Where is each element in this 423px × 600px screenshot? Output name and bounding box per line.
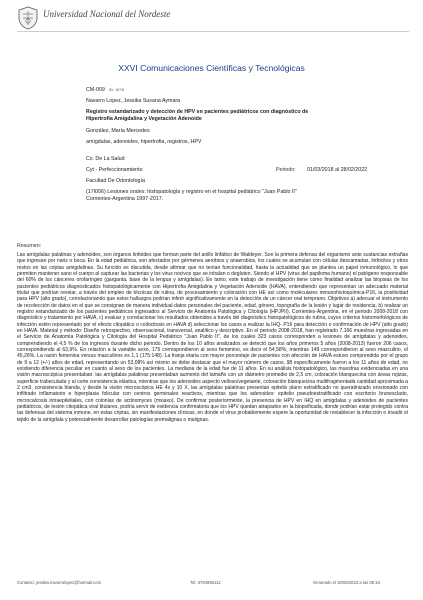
university-crest-icon bbox=[17, 6, 39, 30]
resumen-text: Las amígdalas palatinas y adenoides, son órganos linfoides que forman parte del anillo linfático de Waldeyer. Son la primera defensa del organismo ante sustancias extrañas que ingresan por nariz o boca. En la edad pediátrica, son afectados por gérmenes aerobios y anaerobios, los cuales se acumulan con células descamadas, linfocitos y otros restos en las criptas amigdalinas. Su función es discutida, desde afirmar que no tenían funcionalidad, hasta la actualidad que se plantea un papel inmunológico, lo que permiten mantener sano el cuerpo al capturar las bacterias y los virus nocivos que se inhalan o degluten. Siendo el HPV (virus del papiloma humano) el patógeno responsable del 60% de los cánceres orofaríngeo (garganta, base de la lengua y amígdalas). En tanto, este trabajo de investigación tiene como finalidad analizar las biopsias de los pacientes pediátricos diagnosticados histopatológicamente con Hipertrofia Amigdalina y Vegetación Adenoide (HAVA), entendiendo que representan un adecuado material titular que podrían revelar, a través del empleo de técnicas de rutina, de procesamiento y coloración con HE así como moléculares inmunohistoquímica-P16, la positividad para HPV (alto grado), correlacionando que estos hallazgos podrían inferir significativamente en la detección de un cáncer oral temprano. Objetivos a) adecuar el instrumento de recolección de datos en el que se consignan de manera individual datos personales del paciente, edad, género, topografía de la lesión y lugar de residencia, b) realizar un registro estandarizado de los pacientes pediátricos ingresados al Servicio de Anatomía Patológica y Citología (HPJPII), Corrientes-Argentina, en el periodo 2008-2018 con diagnóstico y tratamiento por HAVA, c) evaluar y correlacionar los resultados obtenidos a través del diagnóstico histopatológicos de rutina, cuyos criterios histomorfológicos de infección estén representado por el efecto citopático o coilocitosis en HAVA d) seleccionar los casos a realizar la IHQ- P16 para detección o confirmación de HPV (alto grado) en HAVA. Material y método: Diseño retrospectivo, observacional, transversal, analítico y descriptivo. En el periodo 2008-2018, han registrado 7.166 muestras ingresadas en el Servicio de Anatomía Patológica y Citología del Hospital Pediátrico "Juan Pablo II", de los cuales 323 casos corresponden a lesiones de amígdalas y adenoides, comprendiendo el 4,5 % de los ingresos durante dicho periodo. Dentro de los 10 años analizados se detectó que los años primeros 5 años (2008-2013) fueron 206 casos, correspondiendo al 63,9%. En relación a la variable sexo, 175 correspondieron al sexo femenino, es decir el 54,58%, mientras 148 correspondieron al sexo masculino, el 45,26%. La razón femenina versus masculinos es 1,1 (175:148). La franja etaria con mayor porcentaje de pacientes con afección de HAVA estuvo comprendida por el grupo de 9 a 12 (+/-) años de edad, representando un 53,08% así mismo se debe destacar que el mayor número de casos, 98 específicamente fueron a los 11 años de edad, no existiendo diferencia peculiar en cuanto al sexo de los pacientes. La mediana de la edad fue de 11 años. En su análisis histopatológico, las muestras evidenciadas en una visión macroscópica presentaban: las amígdalas palatinas presentaban aumento del tamaño con un diámetro promedio de 2,5 cm, coloración blanquecina con áreas rojizas, superficie trabeculada y al corte consistencia elástica, mientras que los adenoides aspecto velloso/vegetante, coloración blanquecina multifragmentada cantidad aproximada a 2 cm3, consistencia blanda, y desde la visión microscópica HE 4x y 10 X, las amígdalas palatinas presentan epitelio plano estratificado no queratinizado erosionado con infiltrado inflamatorio e hiperplasia folicular con centros germinales reactivos, mientras que los adenoides: epitelio pseudoestratificado con escritorio brunesclado, microcalcosis intraepiteliales, con colonias de actinomyces (mxiaxo). De confirmar posteriormente, la presencia de HPV en IHQ en amígdalas y adenoides de pacientes pediátricos, de lesión citopática viral titulares, podría servir de evidencia confirmatoria que los HPV quedan atrapados en la biopsificada, donde podrían estar protegido contra las defensas del sistema inmune, en estas criptas, sin manifestaciones clínicas, en donde el virus probablemente espere la oportunidad de restablecer la infección o invadir el tejido de la amígdala y potencialmente desarrollar patologías premalignas o malignas. bbox=[17, 252, 408, 423]
director-value: González, María Mercedes bbox=[86, 128, 150, 134]
resumen-label: Resumen: bbox=[17, 243, 42, 249]
footer-phone: Tel: 3794696112 bbox=[190, 580, 221, 585]
lugar-trabajo-value: Facultad De Odontología bbox=[86, 178, 145, 184]
titulo-value: Registro estandarizado y detección de HPV en pacientes pediátricos con diagnóstico de Hipertrofia Amigdalina y Vegetación Adenoide bbox=[86, 109, 309, 122]
autor-value: Navarro Lopez, Jessika Susana Aymara bbox=[86, 98, 181, 104]
footer-contact: Contacto: jessika.navarrolopez@hotmail.com bbox=[17, 580, 102, 585]
orden-poster-value: CM-009 ID: 1876 bbox=[86, 87, 124, 93]
tipo-beca-value: Cyt - Perfeccionamiento bbox=[86, 167, 143, 173]
university-name: Universidad Nacional del Nordeste bbox=[43, 9, 171, 19]
conference-title: XXVI Comunicaciones Científicas y Tecnológicas bbox=[118, 63, 305, 73]
poster-id: ID: 1876 bbox=[108, 87, 124, 92]
proyecto-value: (17I006) Lesiones orales: histopatología y registro en el hospital pediátrico "Juan Pablo II" Corrientes-Argentina 1997-2017. bbox=[86, 189, 297, 202]
periodo-value: 01/03/2018 al 28/02/2022 bbox=[307, 167, 368, 173]
footer-generated: Generado el 30/06/2023 a las 08:18 bbox=[313, 580, 380, 585]
area-beca-value: Cs. De La Salud bbox=[86, 156, 125, 162]
periodo-label: Periodo: bbox=[276, 167, 296, 173]
header-divider bbox=[17, 31, 409, 32]
palabras-clave-value: amígdalas, adenoides, hipertrofia, registros, HPV bbox=[86, 139, 202, 145]
